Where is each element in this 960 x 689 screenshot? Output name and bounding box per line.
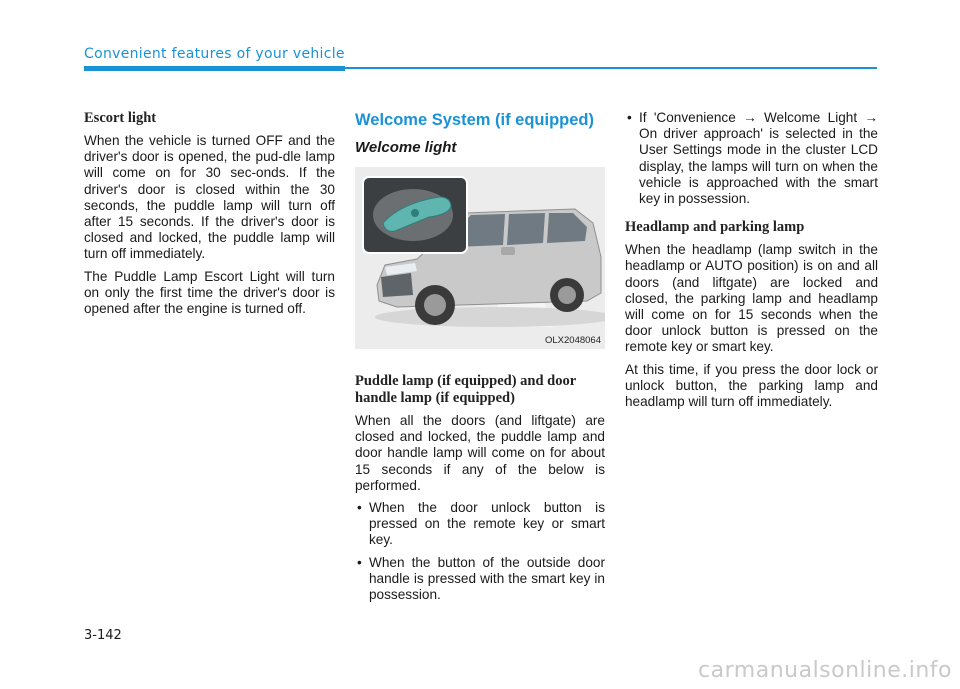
header-rule — [345, 67, 877, 69]
puddle-lamp-paragraph: When all the doors (and liftgate) are closed and locked, the puddle lamp and door handle lamp will come on for about 15 seconds if any of the below is performed. — [355, 413, 605, 493]
welcome-light-bullets — [625, 110, 878, 207]
escort-light-heading: Escort light — [84, 110, 157, 126]
puddle-lamp-bullets — [355, 500, 605, 603]
list-item: • When the door unlock button is pressed on the remote key or smart key. — [355, 500, 605, 549]
section-title: Convenient features of your vehicle — [84, 46, 345, 62]
escort-light-paragraph-1: When the vehicle is turned OFF and the driver's door is opened, the pud-dle lamp will come on for 30 sec-onds. If the driver's door is closed within the 30 seconds, the puddle lamp will turn off after 15 seconds. If the driver's door is closed and locked, the puddle lamp will turn off immediately. — [84, 133, 335, 262]
welcome-light-heading: Welcome light — [355, 139, 457, 156]
escort-light-paragraph-2: The Puddle Lamp Escort Light will turn on only the first time the driver's door is opened after the engine is turned off. — [84, 268, 335, 317]
watermark: carmanualsonline.info — [698, 658, 952, 683]
header-bar-accent — [84, 66, 345, 71]
page-number: 3-142 — [84, 628, 122, 643]
list-item: • When the button of the outside door handle is pressed with the smart key in possession. — [355, 555, 605, 604]
puddle-lamp-heading: Puddle lamp (if equipped) and door handle lamp (if equipped) — [355, 373, 576, 406]
list-item: • If 'Convenience → Welcome Light → On driver approach' is selected in the User Settings mode in the cluster LCD display, the lamps will turn on when the vehicle is approached with the smart key in possession. — [625, 110, 878, 207]
welcome-system-heading: Welcome System (if equipped) — [355, 111, 594, 129]
figure-caption: OLX2048064 — [545, 335, 601, 346]
vehicle-welcome-light-figure — [355, 167, 605, 349]
column-left — [84, 110, 335, 323]
headlamp-paragraph-2: At this time, if you press the door lock or unlock button, the parking lamp and headlamp will turn off immediately. — [625, 361, 878, 410]
headlamp-paragraph-1: When the headlamp (lamp switch in the headlamp or AUTO position) is on and all doors (and liftgate) are locked and closed, the parking lamp and headlamp will come on for 15 seconds when the door unlock button is pressed on the remote key or smart key. — [625, 242, 878, 355]
headlamp-heading: Headlamp and parking lamp — [625, 219, 805, 236]
suv-illustration — [355, 167, 605, 349]
column-right — [625, 110, 878, 416]
column-middle — [355, 110, 605, 609]
